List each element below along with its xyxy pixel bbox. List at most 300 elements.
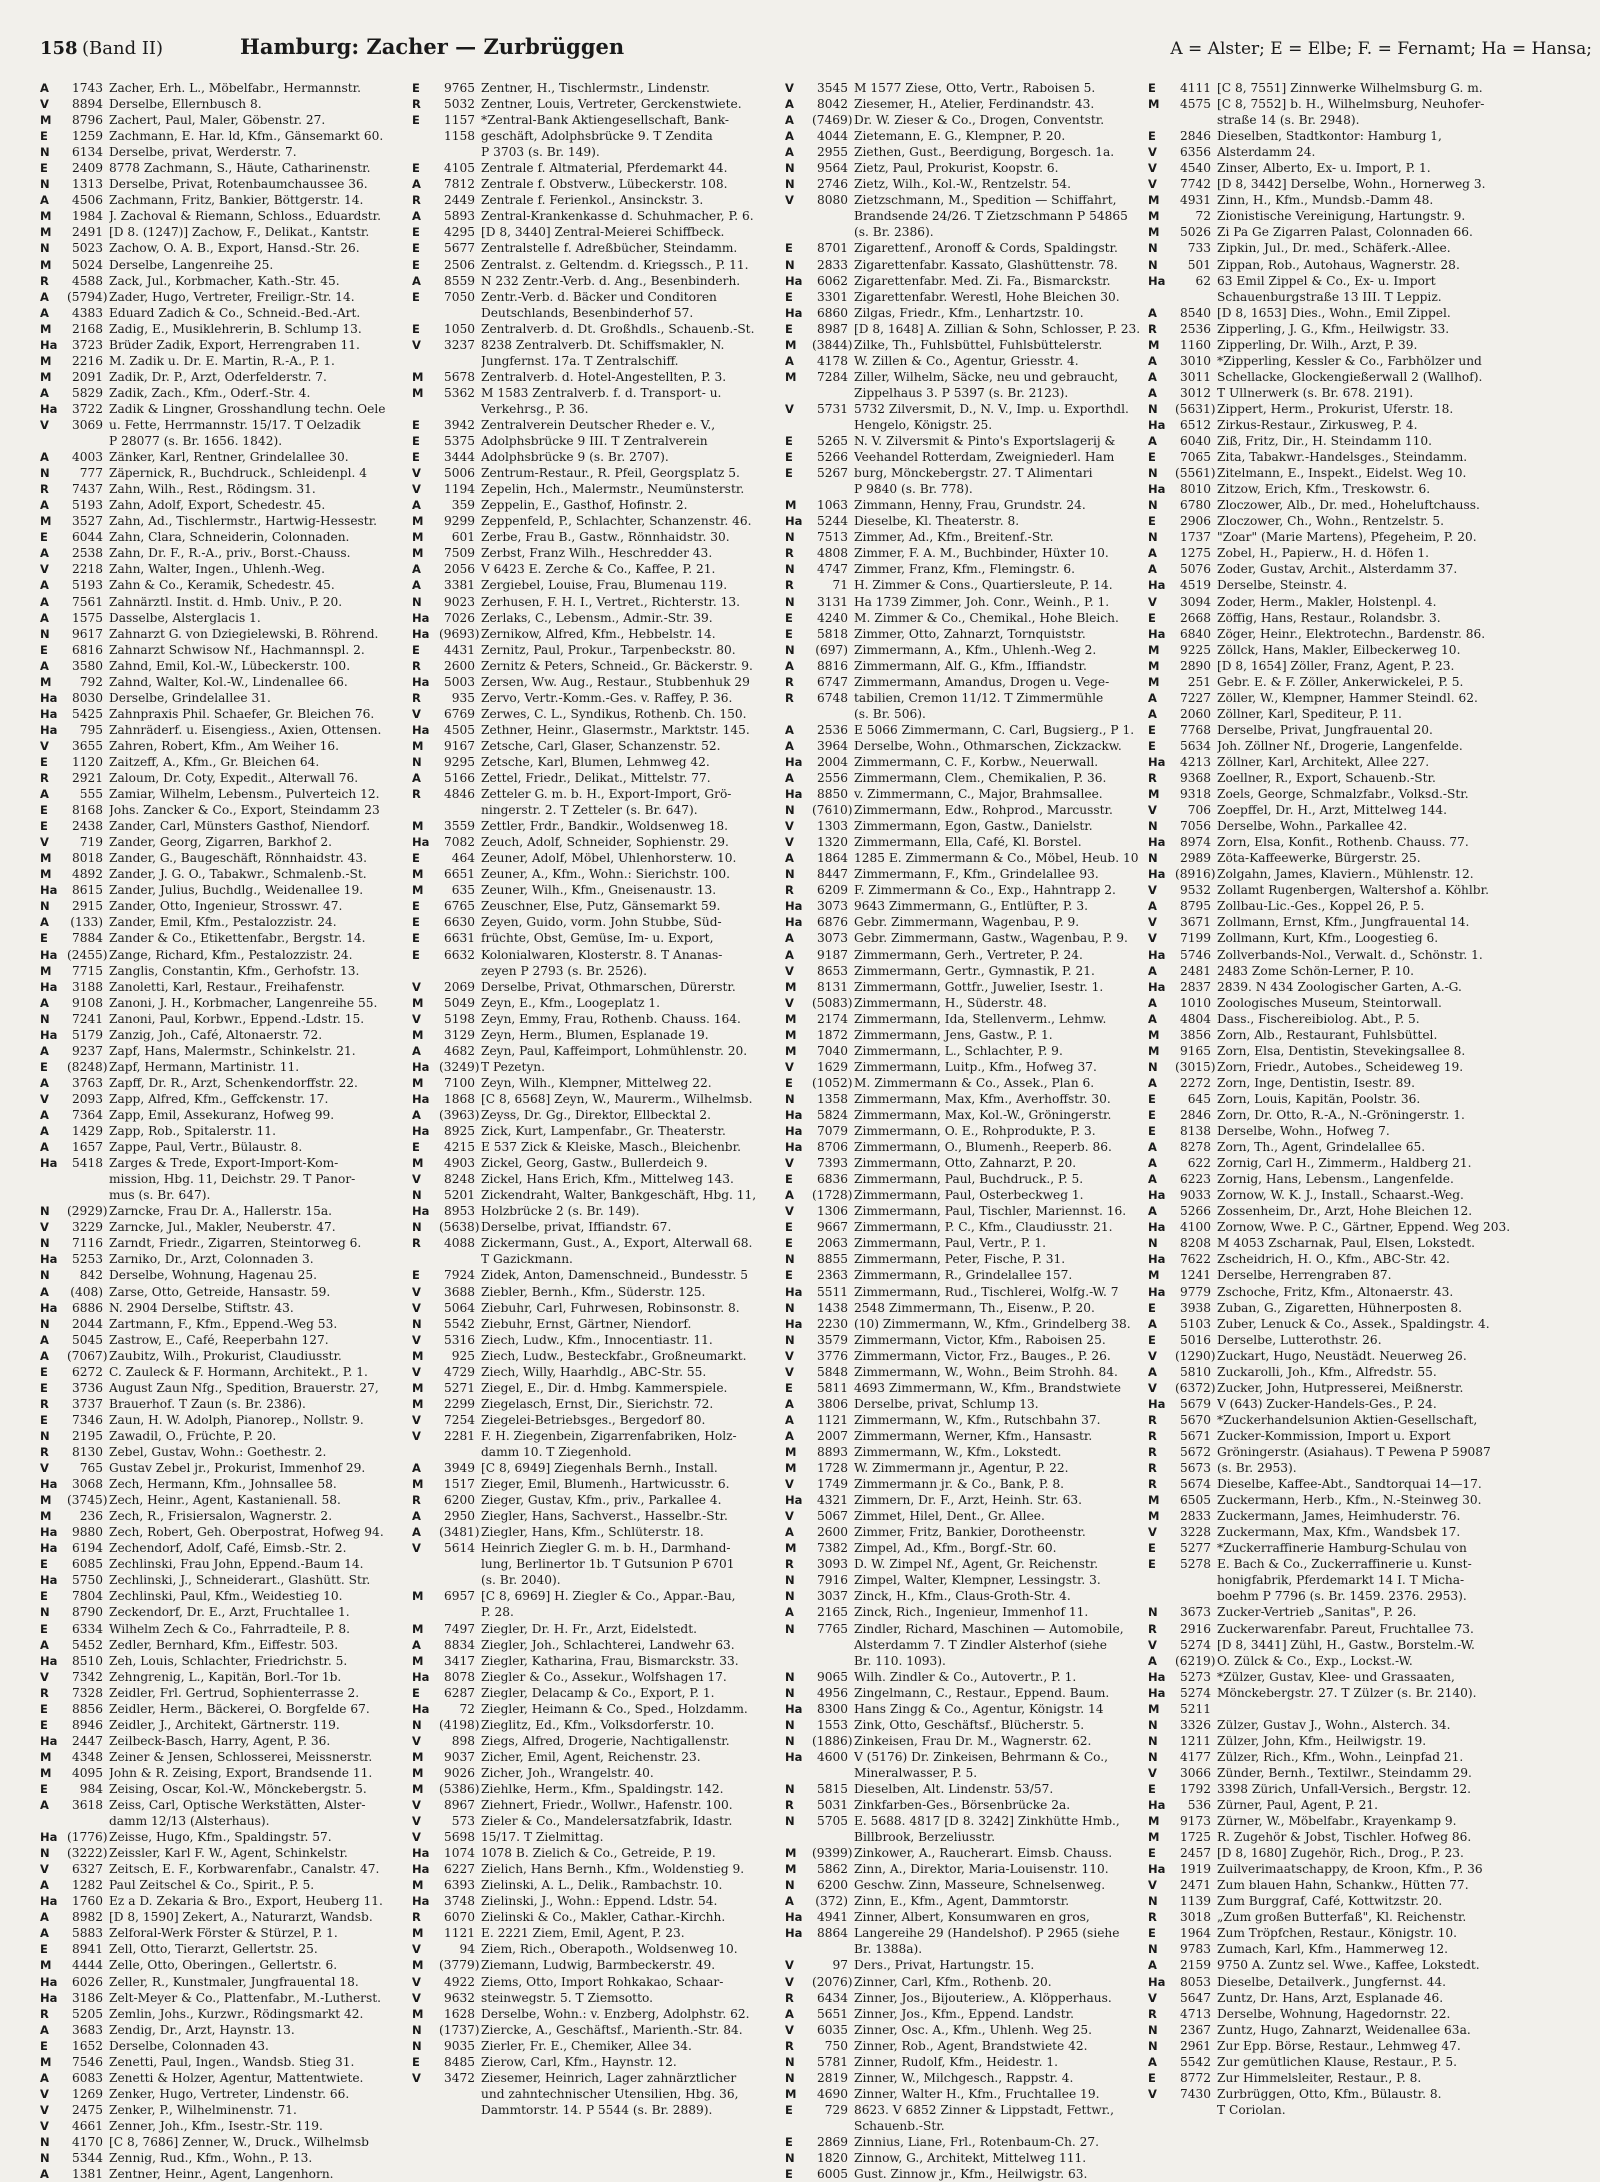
exchange-prefix: E [1148,738,1156,753]
entry-text: burg, Mönckebergstr. 27. T Alimentari [854,466,1093,481]
phone-number: (7469) [812,113,853,128]
entry-text: Zaitzeff, A., Kfm., Gr. Bleichen 64. [109,754,320,769]
exchange-prefix: Ha [40,1733,58,1748]
entry-text: Zachmann, E. Har. ld, Kfm., Gänsemarkt 60. [109,129,384,144]
entry-text: Zeyss, Dr. Gg., Direktor, Ellbecktal 2. [481,1108,712,1122]
entry-text: Wilh. Zindler & Co., Autovertr., P. 1. [854,1669,1077,1684]
exchange-prefix: V [40,2118,49,2133]
entry-text: Derselbe, Herrengraben 87. [1217,1268,1392,1283]
listing-entry [785,690,1157,706]
phone-number: (3745) [67,1493,108,1508]
phone-number: 1517 [443,1477,475,1492]
exchange-prefix: E [785,2102,793,2117]
phone-number: 5750 [71,1573,103,1588]
listing-entry [1148,1476,1520,1492]
listing-entry [412,529,784,545]
listing-entry [40,273,412,289]
exchange-prefix: E [412,161,420,176]
exchange-prefix: N [785,1717,795,1732]
listing-entry [412,305,784,321]
listing-entry [785,2134,1157,2150]
listing-entry [1148,80,1520,96]
listing-entry [785,626,1157,642]
exchange-prefix: E [1148,1557,1156,1572]
entry-text: Zumach, Karl, Kfm., Hammerweg 12. [1217,1942,1448,1957]
exchange-prefix: N [412,1316,422,1331]
exchange-prefix: M [40,1749,52,1764]
entry-text: T Gazickmann. [481,1252,573,1267]
phone-number: 3964 [816,738,848,753]
entry-text: Zimmermann, Victor, Kfm., Raboisen 25. [854,1332,1106,1347]
entry-text: Zurbrüggen, Otto, Kfm., Bülaustr. 8. [1217,2086,1442,2101]
exchange-prefix: A [785,1605,794,1620]
exchange-prefix: Ha [40,883,58,898]
entry-text: 63 Emil Zippel & Co., Ex- u. Import [1217,273,1436,288]
listing-entry [412,513,784,529]
phone-number: (6219) [1175,1653,1216,1668]
listing-entry [785,914,1157,930]
entry-text: Zinner, Jos., Kfm., Eppend. Landstr. [854,2006,1075,2021]
exchange-prefix: E [40,1364,48,1379]
exchange-prefix: R [785,674,794,689]
listing-entry [785,144,1157,160]
listing-entry [785,1781,1157,1797]
entry-text: [C 8, 6969] H. Ziegler & Co., Appar.-Bau, [481,1589,736,1604]
entry-text: Zucker-Kommission, Import u. Export [1217,1428,1451,1443]
phone-number: 9187 [816,947,848,962]
listing-entry [40,1316,412,1332]
phone-number: 2272 [1179,1075,1211,1090]
phone-number: 5674 [1179,1477,1211,1492]
entry-text: Br. 110. 1093). [854,1653,946,1668]
entry-text: Zur Himmelsleiter, Restaur., P. 8. [1217,2070,1422,2085]
exchange-prefix: V [40,2102,49,2117]
entry-text: Derselbe, Langenreihe 25. [109,257,274,272]
phone-number: 7916 [816,1573,848,1588]
phone-number: 1120 [71,754,103,769]
exchange-prefix [412,1604,439,1620]
listing-entry [785,1765,1157,1781]
exchange-prefix: A [785,738,794,753]
listing-entry [1148,465,1520,481]
listing-entry [412,1813,784,1829]
entry-text: Zimmermann, Peter, Fische, P. 31. [854,1252,1066,1267]
entry-text: Zuilverimaatschappy, de Kroon, Kfm., P. 36 [1217,1862,1483,1877]
exchange-prefix: V [1148,2086,1157,2101]
listing-entry [40,1733,412,1749]
exchange-prefix: A [412,177,421,192]
exchange-prefix: M [1148,674,1160,689]
phone-number: 1211 [1179,1733,1211,1748]
exchange-prefix: E [785,1236,793,1251]
entry-text: Zarndt, Friedr., Zigarren, Steintorweg 6. [109,1236,362,1251]
entry-text: damm 10. T Ziegenhold. [481,1444,632,1459]
listing-entry [785,513,1157,529]
listing-entry [785,80,1157,96]
listing-entry [412,1957,784,1973]
phone-number: 4431 [443,642,475,657]
entry-text: Ziegler, Joh., Schlachterei, Landwehr 63. [481,1637,735,1652]
listing-entry [1148,1957,1520,1973]
phone-number: 5076 [1179,562,1211,577]
entry-text: Derselbe, Privat, Jungfrauental 20. [1217,722,1433,737]
exchange-prefix: Ha [412,626,430,641]
exchange-prefix: N [1148,819,1158,834]
entry-text: Zimmermann, Luitp., Kfm., Hofweg 37. [854,1059,1097,1074]
listing-entry [1148,577,1520,593]
phone-number: 7497 [443,1621,475,1636]
phone-number: 4215 [443,1140,475,1155]
phone-number: 3237 [443,337,475,352]
phone-number: 7227 [1179,690,1211,705]
entry-text: Zietz, Wilh., Kol.-W., Rentzelstr. 54. [854,177,1072,192]
entry-text: Zinkfarben-Ges., Börsenbrücke 2a. [854,1798,1071,1813]
exchange-prefix: M [40,1509,52,1524]
phone-number: 8855 [816,1252,848,1267]
phone-number: 3618 [71,1798,103,1813]
entry-text: Ziethen, Gust., Beerdigung, Borgesch. 1a. [854,145,1115,160]
exchange-prefix: Ha [40,1573,58,1588]
exchange-prefix [785,1637,812,1653]
entry-text: Mönckebergstr. 27. T Zülzer (s. Br. 2140). [1217,1685,1477,1700]
phone-number: 8300 [816,1701,848,1716]
exchange-prefix: N [40,1204,50,1219]
phone-number: (3222) [67,1846,108,1861]
exchange-prefix: Ha [40,1027,58,1042]
entry-text: Zenetti & Holzer, Agentur, Mattentwiete. [109,2070,364,2085]
entry-text: (s. Br. 2953). [1217,1461,1297,1476]
listing-entry [785,449,1157,465]
phone-number: (3779) [439,1958,480,1973]
phone-number: 9667 [816,1220,848,1235]
listing-entry [412,1492,784,1508]
phone-number: 5211 [1179,1701,1211,1716]
listing-entry [785,369,1157,385]
phone-number: 7765 [816,1621,848,1636]
entry-text: Zawadil, O., Früchte, P. 20. [109,1428,277,1443]
listing-entry [412,1540,784,1556]
exchange-prefix: E [40,803,48,818]
listing-entry [40,1267,412,1283]
phone-number: 6083 [71,2070,103,2085]
listing-entry [785,1284,1157,1300]
entry-text: Jungfernst. 17a. T Zentralschiff. [481,353,679,368]
exchange-prefix [412,128,439,144]
entry-text: Zahnarzt G. von Dziegielewski, B. Röhrend. [109,626,379,641]
exchange-prefix: Ha [40,401,58,416]
phone-number: 1657 [71,1140,103,1155]
exchange-prefix: N [1148,2022,1158,2037]
phone-number: (697) [815,642,848,657]
phone-number: 8010 [1179,482,1211,497]
exchange-prefix: E [1148,1781,1156,1796]
listing-entry [412,1284,784,1300]
phone-number: 4922 [443,1974,475,1989]
entry-text: Zentrale f. Obstverw., Lübeckerstr. 108. [481,177,728,192]
phone-number: (9693) [439,626,480,641]
exchange-prefix: M [1148,1509,1160,1524]
listing-entry [412,1444,784,1460]
entry-text: Zahn, Clara, Schneiderin, Colonnaden. [109,530,350,545]
phone-number [67,433,109,449]
phone-number: (3249) [439,1059,480,1074]
exchange-prefix: A [40,1043,49,1058]
phone-number: 2168 [71,321,103,336]
listing-entry [40,1203,412,1219]
phone-number: 645 [1187,1091,1211,1106]
phone-number: 2449 [443,193,475,208]
phone-number: 3129 [443,1027,475,1042]
listing-entry [40,914,412,930]
entry-text: Zeyn, Paul, Kaffeimport, Lohmühlenstr. 20. [481,1043,748,1058]
phone-number: 8615 [71,883,103,898]
phone-number [67,1171,109,1187]
entry-text: Zorn, Inge, Dentistin, Isestr. 89. [1217,1075,1415,1090]
phone-number: (4198) [439,1717,480,1732]
exchange-prefix: V [412,706,421,721]
exchange-prefix: Ha [1148,1220,1166,1235]
entry-text: Zahn & Co., Keramik, Schedestr. 45. [109,578,335,593]
entry-text: Zahn, Wilh., Rest., Rödingsm. 31. [109,482,316,497]
entry-text: Zimmermann, Victor, Frz., Bauges., P. 26. [854,1348,1111,1363]
listing-entry [1148,882,1520,898]
entry-text: Zinn, H., Kfm., Mundsb.-Damm 48. [1217,193,1434,208]
listing-entry [412,497,784,513]
exchange-prefix: M [785,1027,797,1042]
entry-text: Adolphsbrücke 9 III. T Zentralverein [481,434,708,449]
listing-entry [412,1203,784,1219]
listing-entry [785,1075,1157,1091]
exchange-prefix: E [412,1685,420,1700]
exchange-prefix: A [412,1509,421,1524]
listing-entry [40,577,412,593]
listing-entry [1148,754,1520,770]
exchange-prefix: N [1148,401,1158,416]
phone-number [812,1829,854,1845]
entry-text: mus (s. Br. 647). [109,1188,211,1203]
listing-entry [412,1059,784,1075]
entry-text: Zech, Hermann, Kfm., Johnsallee 58. [109,1477,337,1492]
phone-number: 7812 [443,177,475,192]
listing-entry [412,786,784,802]
listing-entry [1148,1925,1520,1941]
listing-entry [785,2166,1157,2182]
listing-entry [1148,1171,1520,1187]
entry-text: Gebr. Zimmermann, Wagenbau, P. 9. [854,915,1080,930]
entry-text: Zechlinski, J., Schneiderart., Glashütt. Str. [109,1573,371,1588]
phone-number: 8540 [1179,305,1211,320]
exchange-prefix: M [412,1653,424,1668]
listing-entry [1148,1251,1520,1267]
listing-entry [40,112,412,128]
exchange-prefix: R [785,1990,794,2005]
entry-text: Zipkin, Jul., Dr. med., Schäferk.-Allee. [1217,241,1451,256]
listing-entry [412,882,784,898]
exchange-prefix: M [412,738,424,753]
exchange-prefix: M [412,1027,424,1042]
entry-text: Zentner, Louis, Vertreter, Gerckenstwiete. [481,97,742,112]
entry-text: Zendig, Dr., Arzt, Haynstr. 13. [109,2022,295,2037]
phone-number: 842 [79,1268,103,1283]
exchange-prefix: A [412,1637,421,1652]
exchange-prefix: Ha [1148,1252,1166,1267]
exchange-prefix: V [40,1862,49,1877]
phone-number: 6876 [816,915,848,930]
entry-text: Zionistische Vereinigung, Hartungstr. 9. [1217,209,1466,224]
listing-entry [412,449,784,465]
exchange-prefix: V [785,1477,794,1492]
listing-entry [40,1155,412,1171]
entry-text: Zander, Emil, Kfm., Pestalozzistr. 24. [109,915,337,930]
exchange-prefix: N [785,1685,795,1700]
phone-number: 6044 [71,530,103,545]
entry-text: M 4053 Zscharnak, Paul, Elsen, Lokstedt. [1217,1236,1476,1251]
entry-text: (10) Zimmermann, W., Kfm., Grindelberg 38. [854,1316,1131,1331]
exchange-prefix: Ha [40,1653,58,1668]
listing-entry [40,706,412,722]
exchange-prefix: N [785,1878,795,1893]
phone-number [812,1637,854,1653]
listing-entry [412,914,784,930]
entry-text: Ziemann, Ludwig, Barmbeckerstr. 49. [481,1958,716,1973]
listing-entry [412,321,784,337]
listing-entry [40,257,412,273]
exchange-prefix: A [40,915,49,930]
entry-text: Ziegelasch, Ernst, Dir., Sierichstr. 72. [481,1396,714,1411]
phone-number: 5893 [443,209,475,224]
entry-text: Zahn, Adolf, Export, Schedestr. 45. [109,498,326,513]
phone-number: 8974 [1179,835,1211,850]
exchange-prefix: A [785,722,794,737]
phone-number: 8894 [71,97,103,112]
entry-text: Zahn, Ad., Tischlermstr., Hartwig-Hessestr. [109,514,378,529]
entry-text: Zorn, Louis, Kapitän, Poolstr. 36. [1217,1091,1421,1106]
phone-number: 5064 [443,1300,475,1315]
listing-entry [40,128,412,144]
listing-entry [412,1316,784,1332]
phone-number: 72 [459,1701,475,1716]
listing-entry [1148,529,1520,545]
listing-entry [1148,1669,1520,1685]
phone-number: 935 [451,690,475,705]
entry-text: Zeyen, Guido, vorm. John Stubbe, Süd- [481,915,722,930]
exchange-prefix: A [40,1348,49,1363]
entry-text: Zelt-Meyer & Co., Plattenfabr., M.-Lutherst. [109,1990,382,2005]
entry-text: Ziebuhr, Carl, Fuhrwesen, Robinsonstr. 8. [481,1300,740,1315]
exchange-prefix: M [40,321,52,336]
exchange-prefix: A [785,1412,794,1427]
exchange-prefix: M [40,113,52,128]
entry-text: Zentrale f. Ferienkol., Ansinckstr. 3. [481,193,704,208]
listing-entry [1148,738,1520,754]
exchange-prefix [1148,2102,1175,2118]
exchange-prefix: Ha [412,1846,430,1861]
entry-text: Zollverbands-Nol., Verwalt. d., Schönstr. 1. [1217,947,1483,962]
listing-entry [785,674,1157,690]
exchange-prefix: A [1148,1156,1157,1171]
entry-text: *Zuckerraffinerie Hamburg-Schulau von [1217,1541,1467,1556]
phone-number: 4088 [443,1236,475,1251]
entry-text: Zieger, Gustav, Kfm., priv., Parkallee 4. [481,1493,722,1508]
entry-text: Zenker, P., Wilhelminenstr. 71. [109,2102,297,2117]
entry-text: Zeyn, E., Kfm., Loogeplatz 1. [481,995,661,1010]
phone-number: 2536 [816,722,848,737]
phone-number: 1728 [816,1461,848,1476]
exchange-prefix: M [412,546,424,561]
exchange-prefix: A [785,2006,794,2021]
phone-number: 7100 [443,1075,475,1090]
exchange-prefix: N [785,562,795,577]
exchange-prefix: Ha [40,1156,58,1171]
exchange-prefix: A [785,1894,794,1909]
listing-entry [1148,1765,1520,1781]
listing-entry [1148,1604,1520,1620]
listing-entry [1148,385,1520,401]
phone-number: 4808 [816,546,848,561]
exchange-prefix: N [785,2070,795,2085]
entry-text: Zimmermann, Edw., Rohprod., Marcusstr. [854,803,1113,818]
entry-text: Ziem, Rich., Oberapoth., Woldsenweg 10. [481,1942,738,1957]
listing-entry [1148,1011,1520,1027]
phone-number: (1052) [812,1075,853,1090]
phone-number: 9173 [1179,1814,1211,1829]
listing-entry [785,1267,1157,1283]
listing-entry [1148,834,1520,850]
listing-entry [1148,1059,1520,1075]
listing-entry [1148,770,1520,786]
listing-entry [785,1572,1157,1588]
entry-text: Alsterdamm 7. T Zindler Alsterhof (siehe [854,1637,1107,1652]
entry-text: Dieselbe, Detailverk., Jungfernst. 44. [1217,1974,1446,1989]
listing-entry [40,2166,412,2182]
phone-number: 1282 [71,1878,103,1893]
phone-number: 3073 [816,899,848,914]
listing-entry [785,112,1157,128]
listing-entry [785,1893,1157,1909]
phone-number: 6512 [1179,417,1211,432]
entry-text: Zeckendorf, Dr. E., Arzt, Fruchtallee 1. [109,1605,350,1620]
phone-number: 4105 [443,161,475,176]
exchange-prefix: M [412,883,424,898]
exchange-prefix: M [412,1396,424,1411]
exchange-prefix: A [412,1108,421,1122]
phone-number: 2536 [1179,321,1211,336]
phone-number: 1269 [71,2086,103,2101]
page-number: 158 [40,38,78,59]
listing-entry [785,1669,1157,1685]
exchange-prefix: V [40,1669,49,1684]
phone-number: 792 [79,674,103,689]
phone-number: 5032 [443,97,475,112]
exchange-prefix: E [1148,1541,1156,1556]
exchange-prefix: A [1148,305,1157,320]
listing-entry [1148,1637,1520,1653]
phone-number: 2961 [1179,2038,1211,2053]
exchange-prefix: N [1148,257,1158,272]
listing-entry [40,1861,412,1877]
exchange-prefix: A [1148,1204,1157,1219]
exchange-prefix: E [412,81,420,95]
entry-text: Zennig, Rud., Kfm., Wohn., P. 13. [109,2151,313,2166]
exchange-prefix: A [1148,1653,1157,1668]
phone-number: 6747 [816,674,848,689]
listing-entry [412,1621,784,1637]
entry-text: Zechlinski, Frau John, Eppend.-Baum 14. [109,1557,364,1572]
exchange-prefix: M [40,674,52,689]
phone-number: 8941 [71,1942,103,1957]
exchange-prefix: Ha [785,1749,803,1764]
entry-text: O. Zülck & Co., Exp., Lockst.-W. [1217,1653,1413,1668]
